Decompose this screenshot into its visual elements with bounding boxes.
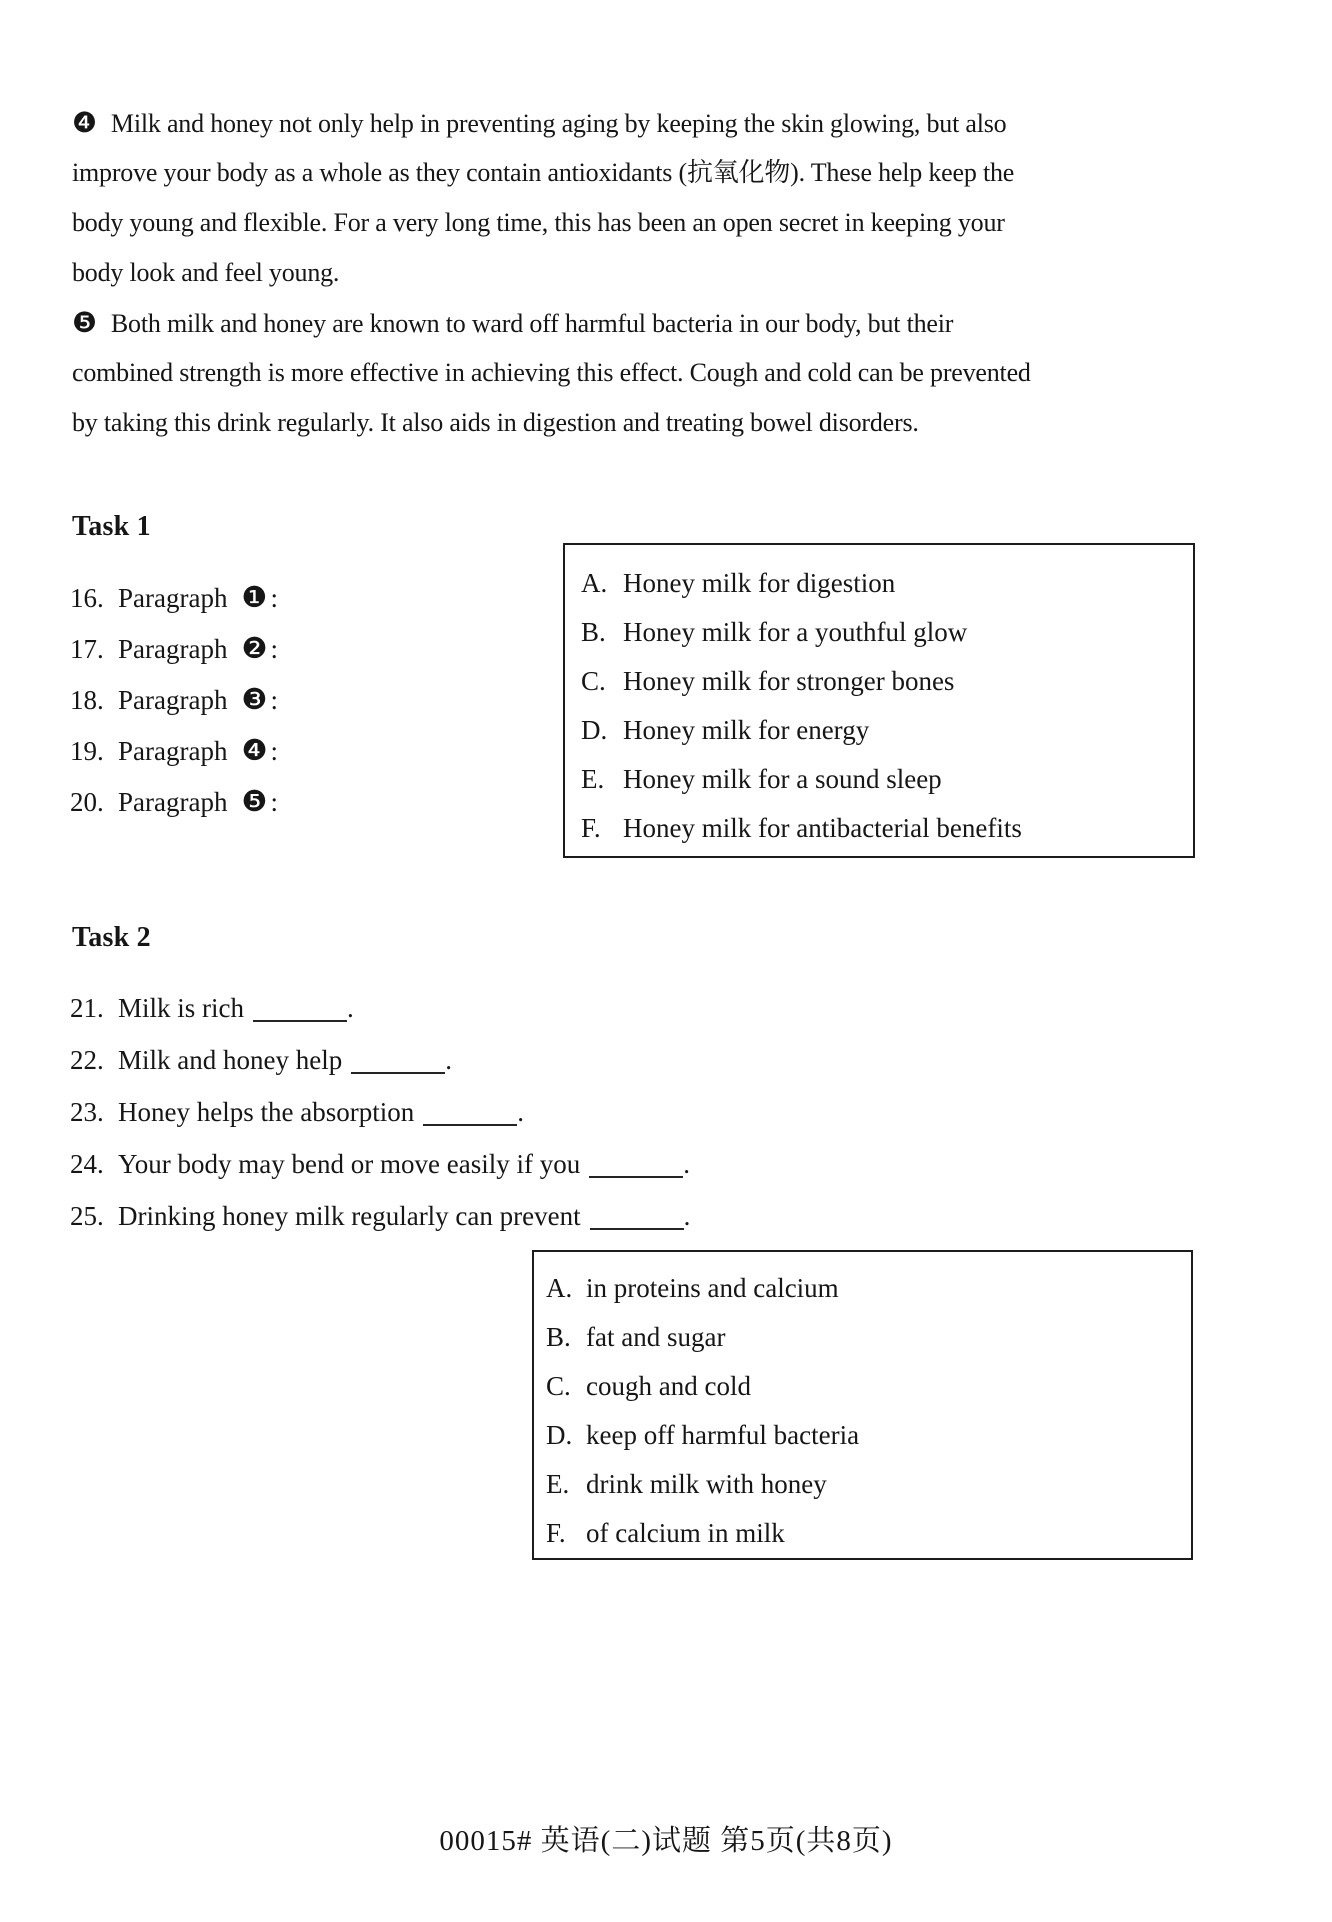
answer-blank-22 bbox=[351, 1046, 445, 1074]
option-text: Honey milk for energy bbox=[623, 715, 870, 745]
item-number: 21. bbox=[70, 993, 104, 1023]
option-text: Honey milk for a sound sleep bbox=[623, 764, 942, 794]
answer-blank-25 bbox=[590, 1202, 684, 1230]
option-text: of calcium in milk bbox=[586, 1518, 785, 1548]
option-text: Honey milk for stronger bones bbox=[623, 666, 955, 696]
passage-paragraph-5 bbox=[72, 298, 1032, 448]
task2-option-e bbox=[534, 1460, 1191, 1509]
item-colon: : bbox=[270, 736, 278, 766]
task1-option-c bbox=[565, 657, 1193, 706]
answer-blank-21 bbox=[253, 994, 347, 1022]
item-number: 23. bbox=[70, 1097, 104, 1127]
task1-option-a bbox=[565, 559, 1193, 608]
item-number: 16. bbox=[70, 583, 104, 613]
task1-option-f bbox=[565, 804, 1193, 853]
option-text: drink milk with honey bbox=[586, 1469, 827, 1499]
task2-item-21 bbox=[70, 982, 690, 1034]
item-period: . bbox=[683, 1201, 691, 1231]
item-text: Milk is rich bbox=[118, 993, 244, 1023]
paragraph-line: combined strength is more effective in achieving this effect. Cough and cold can be prevented bbox=[72, 358, 1031, 387]
circled-3-marker: ❸ bbox=[241, 682, 268, 716]
paragraph-line: body look and feel young. bbox=[72, 258, 340, 287]
option-letter: B. bbox=[581, 617, 606, 647]
option-text: Honey milk for antibacterial benefits bbox=[623, 813, 1022, 843]
option-letter: D. bbox=[581, 715, 608, 745]
item-period: . bbox=[347, 993, 354, 1023]
paragraph-line: improve your body as a whole as they contain antioxidants (抗氧化物). These help keep the bbox=[72, 158, 1015, 187]
task1-item-17 bbox=[70, 623, 278, 674]
item-colon: : bbox=[270, 634, 278, 664]
paragraph-line: by taking this drink regularly. It also aids in digestion and treating bowel disorders. bbox=[72, 408, 919, 437]
item-text: Honey helps the absorption bbox=[118, 1097, 415, 1127]
circled-4-marker: ❹ bbox=[241, 733, 268, 767]
item-colon: : bbox=[270, 787, 278, 817]
task2-item-24 bbox=[70, 1138, 690, 1190]
item-number: 25. bbox=[70, 1201, 104, 1231]
task2-options-box bbox=[532, 1250, 1193, 1560]
item-number: 19. bbox=[70, 736, 104, 766]
option-letter: E. bbox=[581, 764, 605, 794]
task2-option-a bbox=[534, 1264, 1191, 1313]
task2-item-25 bbox=[70, 1190, 690, 1242]
option-letter: F. bbox=[546, 1518, 566, 1548]
option-letter: E. bbox=[546, 1469, 570, 1499]
option-text: Honey milk for a youthful glow bbox=[623, 617, 968, 647]
item-number: 18. bbox=[70, 685, 104, 715]
task1-item-18 bbox=[70, 674, 278, 725]
task2-option-c bbox=[534, 1362, 1191, 1411]
task1-item-20 bbox=[70, 776, 278, 827]
paragraph-line bbox=[72, 98, 1032, 148]
item-text: Paragraph bbox=[118, 583, 228, 613]
item-number: 20. bbox=[70, 787, 104, 817]
task2-item-23 bbox=[70, 1086, 690, 1138]
item-text: Paragraph bbox=[118, 736, 228, 766]
paragraph-line bbox=[72, 298, 1032, 348]
item-text: Paragraph bbox=[118, 787, 228, 817]
option-text: Honey milk for digestion bbox=[623, 568, 896, 598]
option-text: fat and sugar bbox=[586, 1322, 726, 1352]
option-text: cough and cold bbox=[586, 1371, 751, 1401]
answer-blank-24 bbox=[589, 1150, 683, 1178]
paragraph-text: Milk and honey not only help in preventing aging by keeping the skin glowing, but also bbox=[110, 109, 1007, 138]
option-letter: A. bbox=[546, 1273, 573, 1303]
option-letter: C. bbox=[581, 666, 606, 696]
task1-option-b bbox=[565, 608, 1193, 657]
item-text: Your body may bend or move easily if you bbox=[118, 1149, 581, 1179]
option-letter: A. bbox=[581, 568, 608, 598]
task2-item-list bbox=[70, 982, 690, 1242]
task1-option-e bbox=[565, 755, 1193, 804]
paragraph-line: body young and flexible. For a very long time, this has been an open secret in keeping your bbox=[72, 208, 1005, 237]
task2-item-22 bbox=[70, 1034, 690, 1086]
paragraph-5-marker: ❺ bbox=[72, 306, 97, 339]
item-number: 17. bbox=[70, 634, 104, 664]
option-letter: C. bbox=[546, 1371, 571, 1401]
item-period: . bbox=[683, 1149, 690, 1179]
item-text: Milk and honey help bbox=[118, 1045, 343, 1075]
paragraph-4-marker: ❹ bbox=[72, 106, 97, 139]
task1-title: Task 1 bbox=[72, 511, 151, 542]
item-text: Paragraph bbox=[118, 685, 228, 715]
task1-item-16 bbox=[70, 572, 278, 623]
task1-option-d bbox=[565, 706, 1193, 755]
option-letter: F. bbox=[581, 813, 601, 843]
circled-1-marker: ❶ bbox=[241, 580, 268, 614]
task2-option-b bbox=[534, 1313, 1191, 1362]
item-number: 22. bbox=[70, 1045, 104, 1075]
passage-paragraph-4 bbox=[72, 98, 1032, 298]
item-period: . bbox=[445, 1045, 452, 1075]
paragraph-text: Both milk and honey are known to ward off harmful bacteria in our body, but their bbox=[110, 309, 954, 338]
option-text: keep off harmful bacteria bbox=[586, 1420, 860, 1450]
item-colon: : bbox=[270, 583, 278, 613]
item-colon: : bbox=[270, 685, 278, 715]
answer-blank-23 bbox=[423, 1098, 517, 1126]
option-letter: B. bbox=[546, 1322, 571, 1352]
task1-item-19 bbox=[70, 725, 278, 776]
item-text: Paragraph bbox=[118, 634, 228, 664]
task2-option-f bbox=[534, 1509, 1191, 1558]
page-footer: 00015# 英语(二)试题 第5页(共8页) bbox=[439, 1825, 893, 1857]
option-text: in proteins and calcium bbox=[586, 1273, 839, 1303]
item-number: 24. bbox=[70, 1149, 104, 1179]
task1-item-list bbox=[70, 572, 278, 827]
task2-title: Task 2 bbox=[72, 922, 151, 953]
item-text: Drinking honey milk regularly can prevent bbox=[118, 1201, 581, 1231]
circled-5-marker: ❺ bbox=[241, 784, 268, 818]
item-period: . bbox=[517, 1097, 524, 1127]
task2-option-d bbox=[534, 1411, 1191, 1460]
option-letter: D. bbox=[546, 1420, 573, 1450]
task1-options-box bbox=[563, 543, 1195, 858]
circled-2-marker: ❷ bbox=[241, 631, 268, 665]
